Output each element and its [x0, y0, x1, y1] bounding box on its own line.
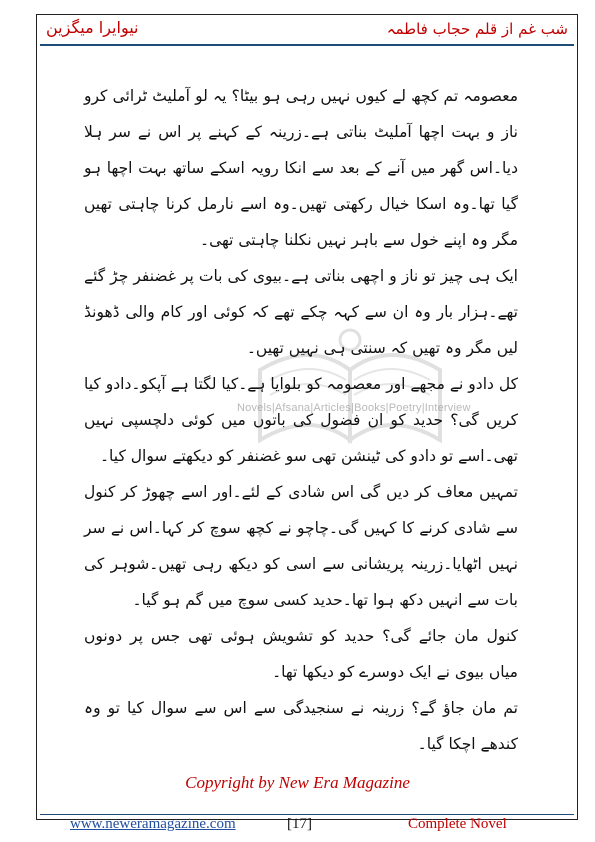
paragraph: تمہیں معاف کر دیں گی اس شادی کے لئے۔اور اسے چھوڑ کر کنول سے شادی کرنے کا کہیں گی۔چاچو نے کچھ سوچ کر کہا۔اس نے سر نہیں اٹھایا۔زرینہ پریشانی سے اسی کو دیکھ رہی تھیں۔شوہر کی بات سے انہیں دکھ ہوا تھا۔حدید کسی سوچ میں گم ہو گیا۔ [84, 483, 518, 609]
magazine-name: نیوایرا میگزین [46, 18, 139, 37]
paragraph: تم مان جاؤ گے؟ زرینہ نے سنجیدگی سے اس سے سوال کیا تو وہ کندھے اچکا گیا۔ [84, 699, 518, 753]
novel-label: Complete Novel [408, 816, 507, 832]
paragraph: کنول مان جائے گی؟ حدید کو تشویش ہوئی تھی جس پر دونوں میاں بیوی نے ایک دوسرے کو دیکھا تھا۔ [84, 627, 518, 681]
page-footer [0, 816, 595, 838]
page-header [46, 14, 568, 48]
paragraph: کل دادو نے مجھے اور معصومہ کو بلوایا ہے۔کیا لگتا ہے آپکو۔دادو کیا کریں گی؟ حدید کو ان فضول کی باتوں میں کوئی دلچسپی نہیں تھی۔اسے تو دادو کی ٹینشن تھی سو غضنفر کو دیکھتے سوال کیا۔ [84, 375, 518, 465]
watermark-categories: Novels|Afsana|Articles|Books|Poetry|Interview [237, 402, 471, 414]
paragraph: معصومہ تم کچھ لے کیوں نہیں رہی ہو بیٹا؟ یہ لو آملیٹ ٹرائی کرو ناز و بہت اچھا آملیٹ بناتی ہے۔زرینہ کے کہنے پر اس نے سر ہلا دیا۔اس گھر میں آنے کے بعد سے انکا رویہ اسکے ساتھ بہت اچھا ہو گیا تھا۔وہ اسکا خیال رکھتی تھیں۔وہ اسے نارمل کرنا چاہتی تھیں مگر وہ اپنے خول سے باہر نہیں نکلنا چاہتی تھی۔ [84, 87, 519, 249]
website-link[interactable]: www.neweramagazine.com [70, 816, 236, 832]
story-body [84, 78, 518, 762]
header-divider [40, 44, 574, 46]
copyright-notice: Copyright by New Era Magazine [185, 773, 410, 792]
story-title: شب غم از قلم حجاب فاطمہ [386, 20, 568, 38]
page-number: [17] [287, 816, 312, 832]
footer-divider [40, 814, 574, 815]
paragraph: ایک ہی چیز تو ناز و اچھی بناتی ہے۔بیوی کی بات پر غضنفر چڑ گئے تھے۔ہزار بار وہ ان سے کہہ چکے تھے کہ کوئی اور کام والی ڈھونڈ لیں مگر وہ تھیں کہ سنتی ہی نہیں تھیں۔ [84, 267, 518, 357]
